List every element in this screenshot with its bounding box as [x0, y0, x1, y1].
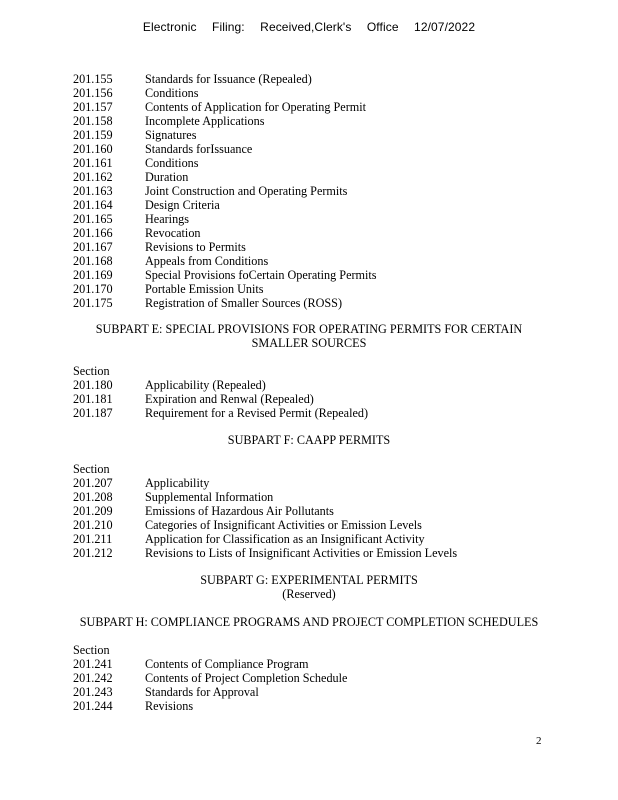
section-number: 201.242	[73, 671, 113, 685]
section-label: Section	[73, 462, 110, 476]
section-number: 201.180	[73, 378, 113, 392]
toc-row	[73, 476, 209, 490]
section-title: Categories of Insignificant Activities or Emission Levels	[145, 518, 422, 532]
section-title: Requirement for a Revised Permit (Repealed)	[145, 406, 369, 420]
toc-row	[73, 657, 309, 671]
toc-row	[73, 532, 425, 546]
subpart-e-heading: SUBPART E: SPECIAL PROVISIONS FOR OPERATING PERMITS FOR CERTAIN	[95, 322, 523, 336]
section-number: 201.175	[73, 296, 113, 310]
header-date: 12/07/2022	[414, 20, 476, 34]
section-title: Contents of Project Completion Schedule	[145, 671, 348, 685]
toc-row	[73, 282, 264, 296]
toc-row	[73, 518, 422, 532]
section-title: Standards for Approval	[145, 685, 259, 699]
section-title: Applicability (Repealed)	[145, 378, 266, 392]
section-number: 201.211	[73, 532, 113, 546]
section-title: Application for Classification as an Insignificant Activity	[145, 532, 425, 546]
toc-row	[73, 184, 347, 198]
section-title: Supplemental Information	[145, 490, 274, 504]
section-title: Revisions to Permits	[145, 240, 246, 254]
toc-row	[73, 156, 199, 170]
toc-row	[73, 504, 334, 518]
section-number: 201.159	[73, 128, 113, 142]
toc-row	[73, 254, 268, 268]
section-title: Joint Construction and Operating Permits	[145, 184, 348, 198]
subpart-h-heading: SUBPART H: COMPLIANCE PROGRAMS AND PROJECT COMPLETION SCHEDULES	[79, 615, 539, 629]
section-title: Conditions	[145, 86, 199, 100]
section-number: 201.166	[73, 226, 113, 240]
section-number: 201.168	[73, 254, 113, 268]
header-electronic: Electronic	[142, 20, 197, 34]
section-number: 201.163	[73, 184, 113, 198]
section-number: 201.208	[73, 490, 113, 504]
section-number: 201.155	[73, 72, 113, 86]
section-title: Revisions	[145, 699, 194, 713]
section-number: 201.212	[73, 546, 113, 560]
section-number: 201.243	[73, 685, 113, 699]
section-number: 201.167	[73, 240, 113, 254]
section-title: Conditions	[145, 156, 199, 170]
toc-row	[73, 114, 264, 128]
toc-row	[73, 378, 266, 392]
section-number: 201.157	[73, 100, 113, 114]
toc-row	[73, 142, 252, 156]
section-title: Expiration and Renwal (Repealed)	[145, 392, 314, 406]
toc-row	[73, 72, 312, 86]
subpart-g-heading: SUBPART G: EXPERIMENTAL PERMITS	[200, 573, 418, 587]
toc-row	[73, 406, 368, 420]
section-number: 201.210	[73, 518, 113, 532]
section-title: Design Criteria	[145, 198, 220, 212]
section-title: Standards for Issuance (Repealed)	[145, 72, 312, 86]
toc-row	[73, 392, 314, 406]
section-label: Section	[73, 364, 110, 378]
toc-row	[73, 296, 342, 310]
section-title: Registration of Smaller Sources (ROSS)	[145, 296, 343, 310]
toc-row	[73, 198, 220, 212]
toc-row	[73, 128, 196, 142]
section-title: Special Provisions foCertain Operating Permits	[145, 268, 377, 282]
section-number: 201.160	[73, 142, 113, 156]
section-title: Applicability	[145, 476, 210, 490]
section-title: Revocation	[145, 226, 201, 240]
section-number: 201.241	[73, 657, 113, 671]
toc-row	[73, 86, 199, 100]
header-filing: Filing:	[212, 20, 245, 34]
toc-row	[73, 170, 188, 184]
toc-row	[73, 268, 377, 282]
toc-row	[73, 490, 273, 504]
section-number: 201.207	[73, 476, 113, 490]
header-received-clerks: Received,Clerk's	[260, 20, 352, 34]
header-office: Office	[366, 20, 399, 34]
section-number: 201.187	[73, 406, 113, 420]
section-number: 201.158	[73, 114, 113, 128]
section-title: Contents of Compliance Program	[145, 657, 309, 671]
section-title: Duration	[145, 170, 189, 184]
section-number: 201.162	[73, 170, 113, 184]
section-title: Revisions to Lists of Insignificant Activities or Emission Levels	[145, 546, 458, 560]
toc-row	[73, 100, 366, 114]
section-label: Section	[73, 643, 110, 657]
toc-row	[73, 685, 259, 699]
subpart-g-reserved: (Reserved)	[282, 587, 336, 601]
toc-row	[73, 699, 193, 713]
toc-row	[73, 546, 457, 560]
section-number: 201.161	[73, 156, 113, 170]
toc-row	[73, 226, 201, 240]
section-title: Incomplete Applications	[145, 114, 265, 128]
subpart-e-heading-line2: SMALLER SOURCES	[251, 336, 367, 350]
toc-row	[73, 240, 246, 254]
section-number: 201.164	[73, 198, 113, 212]
toc-row	[73, 671, 347, 685]
section-number: 201.209	[73, 504, 113, 518]
section-number: 201.170	[73, 282, 113, 296]
section-title: Hearings	[145, 212, 189, 226]
filing-stamp-header	[0, 20, 618, 34]
page-number: 2	[536, 735, 542, 747]
section-title: Appeals from Conditions	[145, 254, 269, 268]
subpart-f-heading: SUBPART F: CAAPP PERMITS	[227, 433, 391, 447]
section-title: Signatures	[145, 128, 197, 142]
section-number: 201.156	[73, 86, 113, 100]
section-number: 201.169	[73, 268, 113, 282]
section-number: 201.244	[73, 699, 113, 713]
section-number: 201.165	[73, 212, 113, 226]
section-title: Contents of Application for Operating Permit	[145, 100, 367, 114]
section-title: Portable Emission Units	[145, 282, 264, 296]
section-title: Standards forIssuance	[145, 142, 253, 156]
section-number: 201.181	[73, 392, 113, 406]
section-title: Emissions of Hazardous Air Pollutants	[145, 504, 334, 518]
toc-row	[73, 212, 189, 226]
